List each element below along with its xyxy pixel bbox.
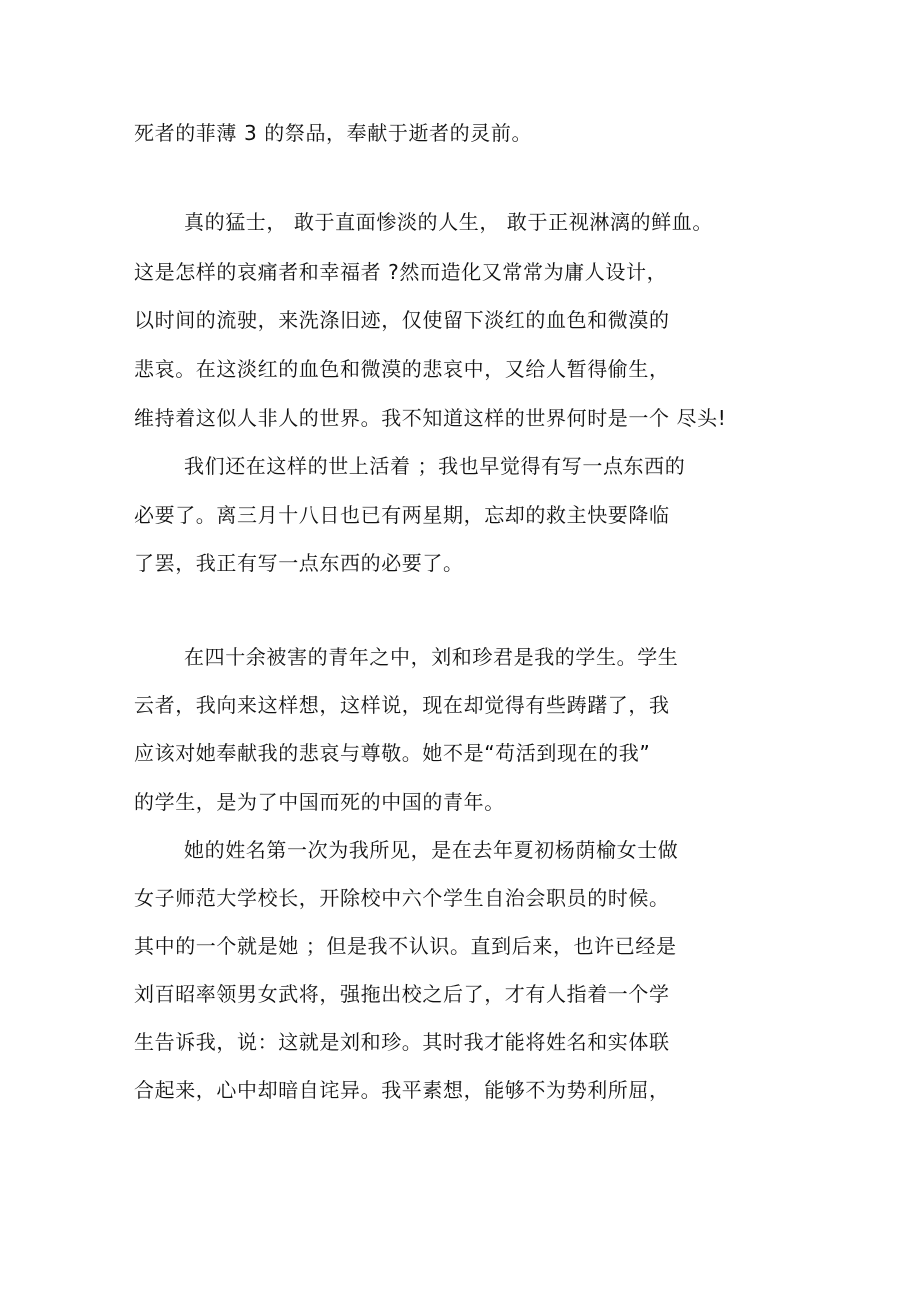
text-line: 她的姓名第一次为我所见，是在去年夏初杨荫榆女士做 <box>184 838 679 862</box>
text-line: 死者的菲薄 3 的祭品，奉献于逝者的灵前。 <box>134 121 533 145</box>
text-line: 女子师范大学校长，开除校中六个学生自治会职员的时候。 <box>134 886 670 910</box>
text-line: 合起来，心中却暗自诧异。我平素想，能够不为势利所屈， <box>134 1078 670 1102</box>
text-line: 云者，我向来这样想，这样说，现在却觉得有些踌躇了，我 <box>134 693 670 717</box>
text-line: 我们还在这样的世上活着 ；我也早觉得有写一点东西的 <box>184 454 686 478</box>
text-line: 以时间的流驶，来洗涤旧迹，仅使留下淡红的血色和微漠的 <box>134 308 670 332</box>
text-line: 生告诉我，说：这就是刘和珍。其时我才能将姓名和实体联 <box>134 1030 670 1054</box>
text-line: 在四十余被害的青年之中，刘和珍君是我的学生。学生 <box>184 645 679 669</box>
text-line: 维持着这似人非人的世界。我不知道这样的世界何时是一个 尽头! <box>134 406 727 430</box>
text-line: 的学生，是为了中国而死的中国的青年。 <box>134 790 505 814</box>
text-line: 了罢，我正有写一点东西的必要了。 <box>134 551 464 575</box>
text-line: 悲哀。在这淡红的血色和微漠的悲哀中，又给人暂得偷生， <box>134 357 670 381</box>
text-line: 必要了。离三月十八日也已有两星期，忘却的救主快要降临 <box>134 503 670 527</box>
text-line: 真的猛士， 敢于直面惨淡的人生， 敢于正视淋漓的鲜血。 <box>184 210 713 234</box>
text-line: 刘百昭率领男女武将，强拖出校之后了，才有人指着一个学 <box>134 982 670 1006</box>
text-line: 其中的一个就是她 ；但是我不认识。直到后来，也许已经是 <box>134 934 677 958</box>
text-line: 应该对她奉献我的悲哀与尊敬。她不是“苟活到现在的我” <box>134 741 651 765</box>
text-line: 这是怎样的哀痛者和幸福者 ?然而造化又常常为庸人设计， <box>134 260 668 284</box>
